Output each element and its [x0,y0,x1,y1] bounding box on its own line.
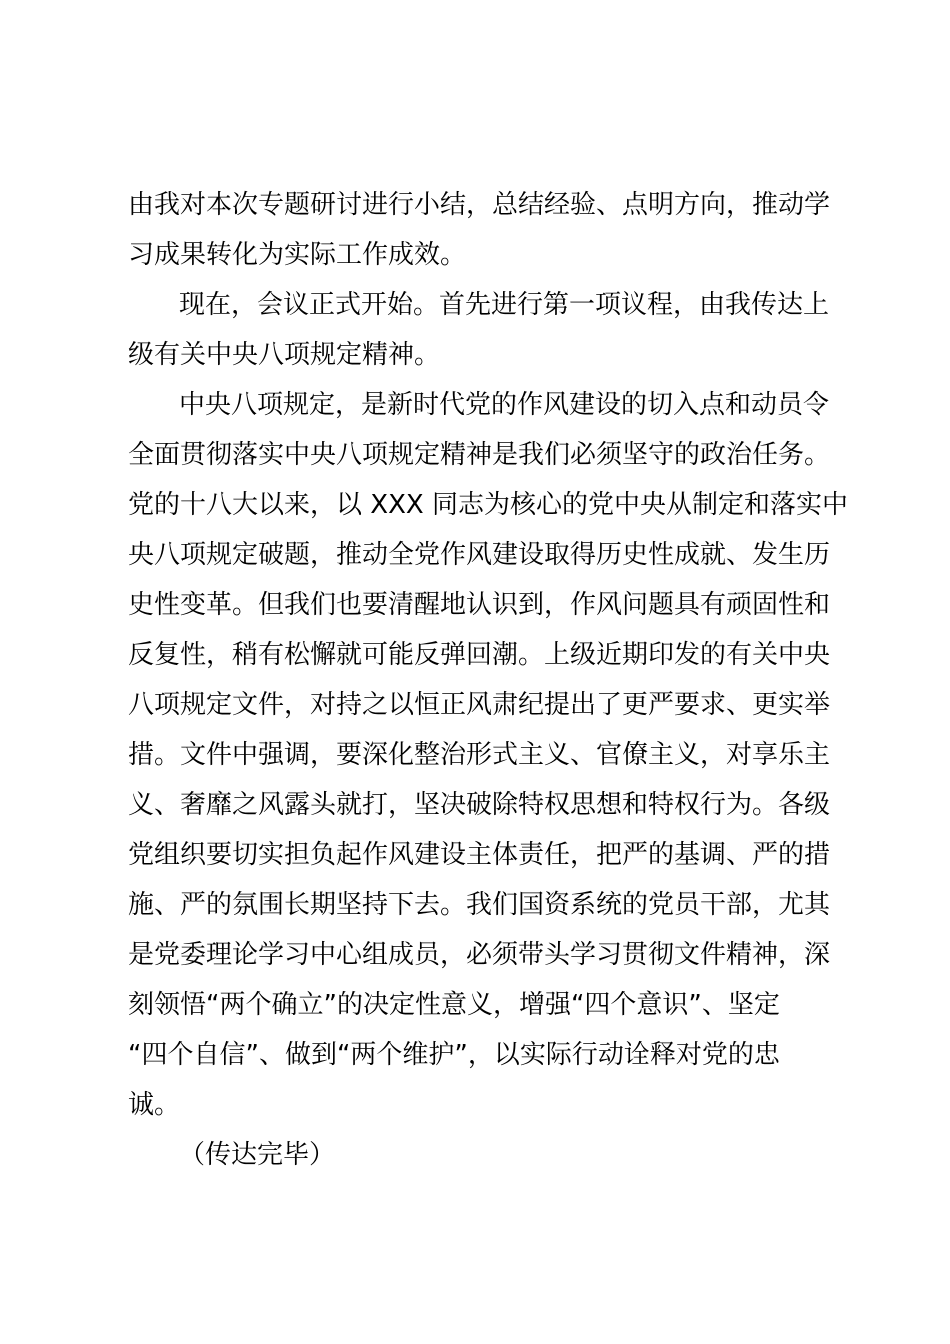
text-line: 施、严的氛围长期坚持下去。我们国资系统的党员干部，尤其 [128,890,831,920]
text-line: 八项规定文件，对持之以恒正风肃纪提出了更严要求、更实举 [128,690,831,720]
paragraph-start-line: 现在，会议正式开始。首先进行第一项议程，由我传达上 [179,290,830,320]
text-line: 史性变革。但我们也要清醒地认识到，作风问题具有顽固性和 [128,590,831,620]
text-line: 全面贯彻落实中央八项规定精神是我们必须坚守的政治任务。 [128,440,831,470]
text-line: 级有关中央八项规定精神。 [128,340,441,370]
text-line: 由我对本次专题研讨进行小结，总结经验、点明方向，推动学 [128,190,831,220]
text-line: 反复性，稍有松懈就可能反弹回潮。上级近期印发的有关中央 [128,640,831,670]
text-line: 刻领悟“两个确立”的决定性意义，增强“四个意识”、坚定 [128,990,780,1020]
text-line: 义、奢靡之风露头就打，坚决破除特权思想和特权行为。各级 [128,790,831,820]
text-line: “四个自信”、做到“两个维护”，以实际行动诠释对党的忠 [128,1040,780,1070]
text-line: 央八项规定破题，推动全党作风建设取得历史性成就、发生历 [128,540,831,570]
text-line: 习成果转化为实际工作成效。 [128,240,467,270]
closing-note: （传达完毕） [179,1140,336,1170]
paragraph-start-line: 中央八项规定，是新时代党的作风建设的切入点和动员令 [179,390,830,420]
text-line: 诚。 [128,1090,181,1120]
text-line: 党的十八大以来，以 XXX 同志为核心的党中央从制定和落实中 [128,490,848,520]
text-line: 党组织要切实担负起作风建设主体责任，把严的基调、严的措 [128,840,831,870]
text-line: 措。文件中强调，要深化整治形式主义、官僚主义，对享乐主 [128,740,831,770]
text-line: 是党委理论学习中心组成员，必须带头学习贯彻文件精神，深 [128,940,831,970]
